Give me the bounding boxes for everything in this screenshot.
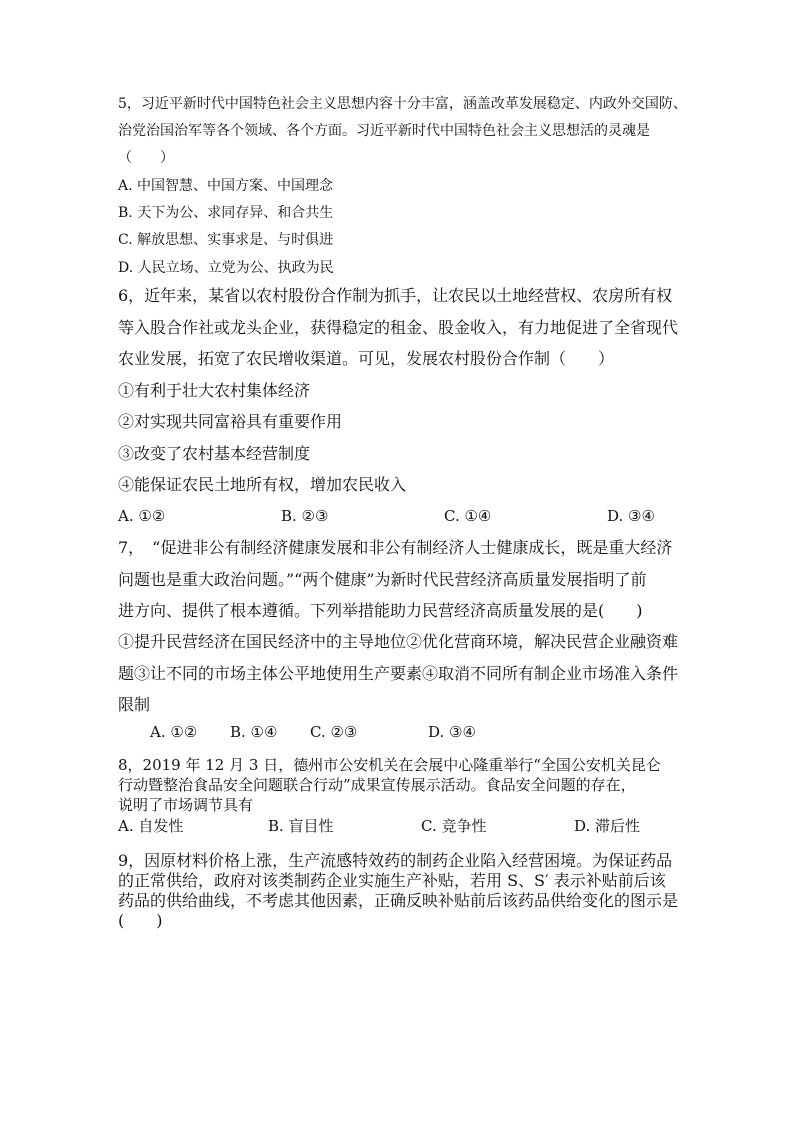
q5-option-a: A. 中国智慧、中国方案、中国理念 — [118, 178, 334, 194]
q8-line-1: 8，2019 年 12 月 3 日，德州市公安机关在会展中心隆重举行“全国公安机关昆仑 — [118, 756, 661, 774]
q6-item-4: ④能保证农民土地所有权，增加农民收入 — [118, 475, 407, 494]
q7-option-c: C. ②③ — [310, 723, 358, 741]
q8-option-d: D. 滞后性 — [574, 817, 641, 835]
q7-line-5: 题③让不同的市场主体公平地使用生产要素④取消不同所有制企业市场准入条件 — [118, 664, 679, 683]
q8-line-2: 行动暨整治食品安全问题联合行动”成果宣传展示活动。食品安全问题的存在， — [118, 776, 636, 794]
q9-line-2: 的正常供给，政府对该类制药企业实施生产补贴，若用 S、S′ 表示补贴前后该 — [118, 871, 666, 890]
q8-option-a: A. 自发性 — [118, 817, 184, 835]
q9-line-1: 9，因原材料价格上涨，生产流感特效药的制药企业陷入经营困境。为保证药品 — [118, 851, 673, 870]
q6-option-c: C. ①④ — [444, 507, 492, 525]
q7-line-3: 进方向、提供了根本遵循。下列举措能助力民营经济高质量发展的是( ) — [118, 601, 643, 620]
q6-item-2: ②对实现共同富裕具有重要作用 — [118, 412, 343, 431]
q5-line-3: （ ） — [118, 150, 174, 166]
q6-line-3: 农业发展，拓宽了农民增收渠道。可见，发展农村股份合作制（ ） — [118, 349, 615, 368]
q7-option-a: A. ①② — [150, 723, 198, 741]
q5-option-d: D. 人民立场、立党为公、执政为民 — [118, 260, 334, 276]
q7-options — [150, 725, 710, 740]
q6-options — [118, 509, 678, 524]
q7-line-1: 7， “促进非公有制经济健康发展和非公有制经济人士健康成长，既是重大经济 — [118, 538, 673, 557]
q9-line-4: ( ) — [118, 911, 163, 930]
q6-option-b: B. ②③ — [281, 507, 329, 525]
q8-options — [118, 819, 678, 834]
q7-line-4: ①提升民营经济在国民经济中的主导地位②优化营商环境，解决民营企业融资难 — [118, 632, 679, 651]
q8-option-b: B. 盲目性 — [268, 817, 334, 835]
q5-line-1: 5，习近平新时代中国特色社会主义思想内容十分丰富，涵盖改革发展稳定、内政外交国防、 — [118, 96, 687, 112]
q7-option-b: B. ①④ — [230, 723, 278, 741]
q6-item-3: ③改变了农村基本经营制度 — [118, 444, 311, 463]
q7-line-6: 限制 — [118, 695, 151, 714]
q6-item-1: ①有利于壮大农村集体经济 — [118, 381, 311, 400]
q5-option-b: B. 天下为公、求同存异、和合共生 — [118, 205, 334, 221]
q8-line-3: 说明了市场调节具有 — [118, 796, 254, 814]
q9-line-3: 药品的供给曲线，不考虑其他因素，正确反映补贴前后该药品供给变化的图示是 — [118, 891, 679, 910]
q5-line-2: 治党治国治军等各个领域、各个方面。习近平新时代中国特色社会主义思想活的灵魂是 — [118, 123, 650, 139]
q8-option-c: C. 竞争性 — [421, 817, 487, 835]
q6-line-1: 6，近年来，某省以农村股份合作制为抓手，让农民以土地经营权、农房所有权 — [118, 286, 673, 305]
q7-option-d: D. ③④ — [428, 723, 476, 741]
q6-line-2: 等入股合作社或龙头企业，获得稳定的租金、股金收入，有力地促进了全省现代 — [118, 318, 679, 337]
q5-option-c: C. 解放思想、实事求是、与时俱进 — [118, 232, 334, 248]
q6-option-d: D. ③④ — [607, 507, 655, 525]
q7-line-2: 问题也是重大政治问题。”“两个健康”为新时代民营经济高质量发展指明了前 — [118, 570, 647, 589]
q6-option-a: A. ①② — [118, 507, 166, 525]
